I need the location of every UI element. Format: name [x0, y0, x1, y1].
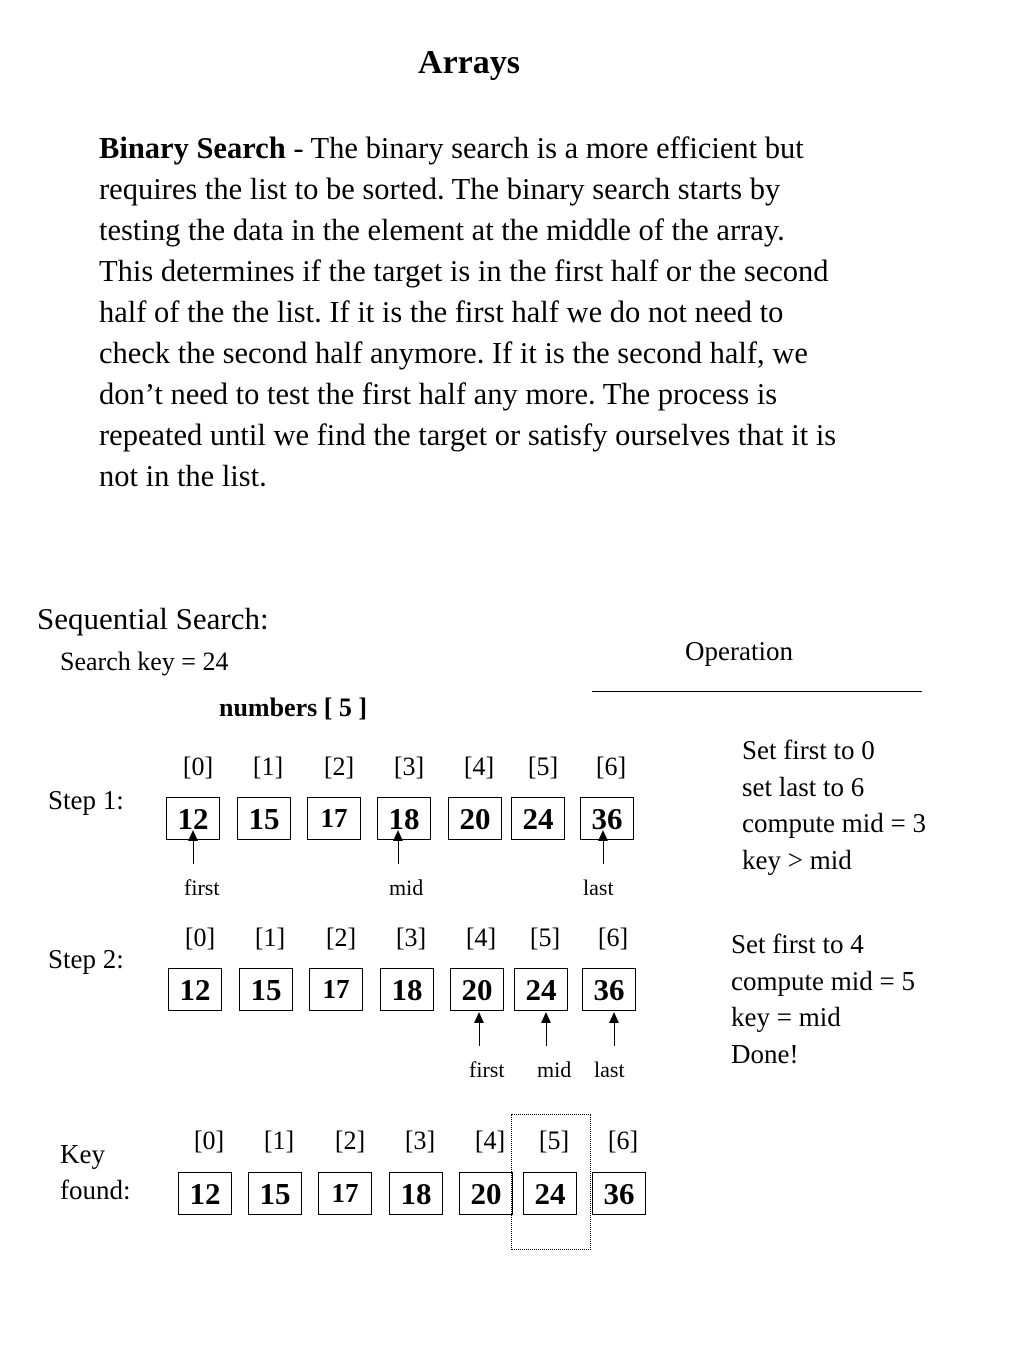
array-name-label: numbers [ 5 ]	[219, 693, 368, 722]
step2-mid-pointer: mid	[537, 1057, 572, 1082]
s2-index-label: [1]	[254, 923, 286, 952]
s2-index-label: [0]	[184, 923, 216, 952]
description-line-1-text: - The binary search is a more efficient but	[285, 131, 804, 165]
step2-last-pointer: last	[594, 1057, 625, 1082]
s3-array-cell: 24	[523, 1172, 577, 1215]
s3-array-cell: 12	[178, 1172, 232, 1215]
step1-operation-4: key > mid	[742, 844, 852, 875]
s3-index-label: [0]	[193, 1126, 225, 1155]
found-highlight-box	[511, 1114, 591, 1250]
step1-mid-pointer: mid	[389, 875, 424, 900]
s1-array-cell: 15	[237, 797, 291, 840]
s1-array-cell: 12	[166, 797, 220, 840]
s2-array-cell: 20	[450, 968, 504, 1011]
search-key-label: Search key = 24	[60, 647, 229, 676]
description-line-9: not in the list.	[99, 459, 267, 493]
s3-index-label: [5]	[538, 1126, 570, 1155]
s3-array-cell: 18	[389, 1172, 443, 1215]
s1-index-label: [2]	[323, 752, 355, 781]
s2-index-label: [4]	[465, 923, 497, 952]
s2-index-label: [2]	[325, 923, 357, 952]
s3-index-label: [3]	[404, 1126, 436, 1155]
step1-last-arrow-icon	[603, 832, 604, 864]
operation-divider	[592, 691, 922, 692]
s1-index-label: [6]	[595, 752, 627, 781]
s2-index-label: [6]	[597, 923, 629, 952]
page-title: Arrays	[418, 44, 520, 81]
description-line-5: half of the the list. If it is the first half we do not need to	[99, 295, 784, 329]
step1-operation-1: Set first to 0	[742, 735, 875, 765]
s1-index-label: [4]	[463, 752, 495, 781]
s1-index-label: [3]	[393, 752, 425, 781]
s2-array-cell: 12	[168, 968, 222, 1011]
s3-array-cell: 36	[592, 1172, 646, 1215]
s2-array-cell: 36	[582, 968, 636, 1011]
description-line-4: This determines if the target is in the first half or the second	[99, 254, 829, 288]
step1-label: Step 1:	[48, 785, 124, 815]
step2-operations	[731, 926, 915, 1072]
step1-operations	[742, 732, 926, 878]
s3-index-label: [2]	[334, 1126, 366, 1155]
description-line-2: requires the list to be sorted. The binary search starts by	[99, 172, 781, 206]
s1-array-cell: 18	[377, 797, 431, 840]
diagram-heading: Sequential Search:	[37, 601, 269, 636]
s1-array-cell: 17	[307, 797, 361, 840]
binary-search-term: Binary Search	[99, 131, 286, 165]
description-line-3: testing the data in the element at the middle of the array.	[99, 213, 785, 247]
s2-index-label: [5]	[529, 923, 561, 952]
step1-first-arrow-icon	[193, 832, 194, 864]
step2-mid-arrow-icon	[546, 1014, 547, 1046]
description-line-6: check the second half anymore. If it is the second half, we	[99, 336, 808, 370]
binary-search-description	[99, 128, 959, 497]
step1-operation-2: set last to 6	[742, 771, 865, 802]
step1-operation-3: compute mid = 3	[742, 808, 926, 838]
key-found-label-line2: found:	[60, 1175, 131, 1205]
step2-first-arrow-icon	[479, 1014, 480, 1046]
s2-array-cell: 15	[239, 968, 293, 1011]
step1-last-pointer: last	[583, 875, 614, 900]
operation-heading: Operation	[685, 636, 793, 666]
description-line-8: repeated until we find the target or satisfy ourselves that it is	[99, 418, 837, 452]
s1-array-cell: 36	[580, 797, 634, 840]
step1-mid-arrow-icon	[398, 832, 399, 864]
step2-operation-1: Set first to 4	[731, 929, 864, 959]
key-found-label	[60, 1136, 131, 1208]
s3-index-label: [1]	[263, 1126, 295, 1155]
s1-array-cell: 20	[448, 797, 502, 840]
step2-operation-4: Done!	[731, 1038, 799, 1069]
step2-first-pointer: first	[469, 1057, 505, 1082]
s3-array-cell: 17	[318, 1172, 372, 1215]
description-line-7: don’t need to test the first half any more. The process is	[99, 377, 778, 411]
s2-array-cell: 18	[380, 968, 434, 1011]
s3-array-cell: 20	[459, 1172, 513, 1215]
s2-array-cell: 17	[309, 968, 363, 1011]
step2-last-arrow-icon	[614, 1014, 615, 1046]
description-line-1	[99, 128, 959, 169]
s1-index-label: [1]	[252, 752, 284, 781]
step2-label: Step 2:	[48, 944, 124, 974]
step2-operation-3: key = mid	[731, 1002, 841, 1032]
s3-index-label: [6]	[607, 1126, 639, 1155]
s2-array-cell: 24	[514, 968, 568, 1011]
s1-index-label: [0]	[182, 752, 214, 781]
step1-first-pointer: first	[184, 875, 220, 900]
key-found-label-line1: Key	[60, 1139, 105, 1169]
s3-array-cell: 15	[248, 1172, 302, 1215]
s2-index-label: [3]	[395, 923, 427, 952]
s1-array-cell: 24	[511, 797, 565, 840]
s3-index-label: [4]	[474, 1126, 506, 1155]
s1-index-label: [5]	[527, 752, 559, 781]
step2-operation-2: compute mid = 5	[731, 965, 915, 996]
